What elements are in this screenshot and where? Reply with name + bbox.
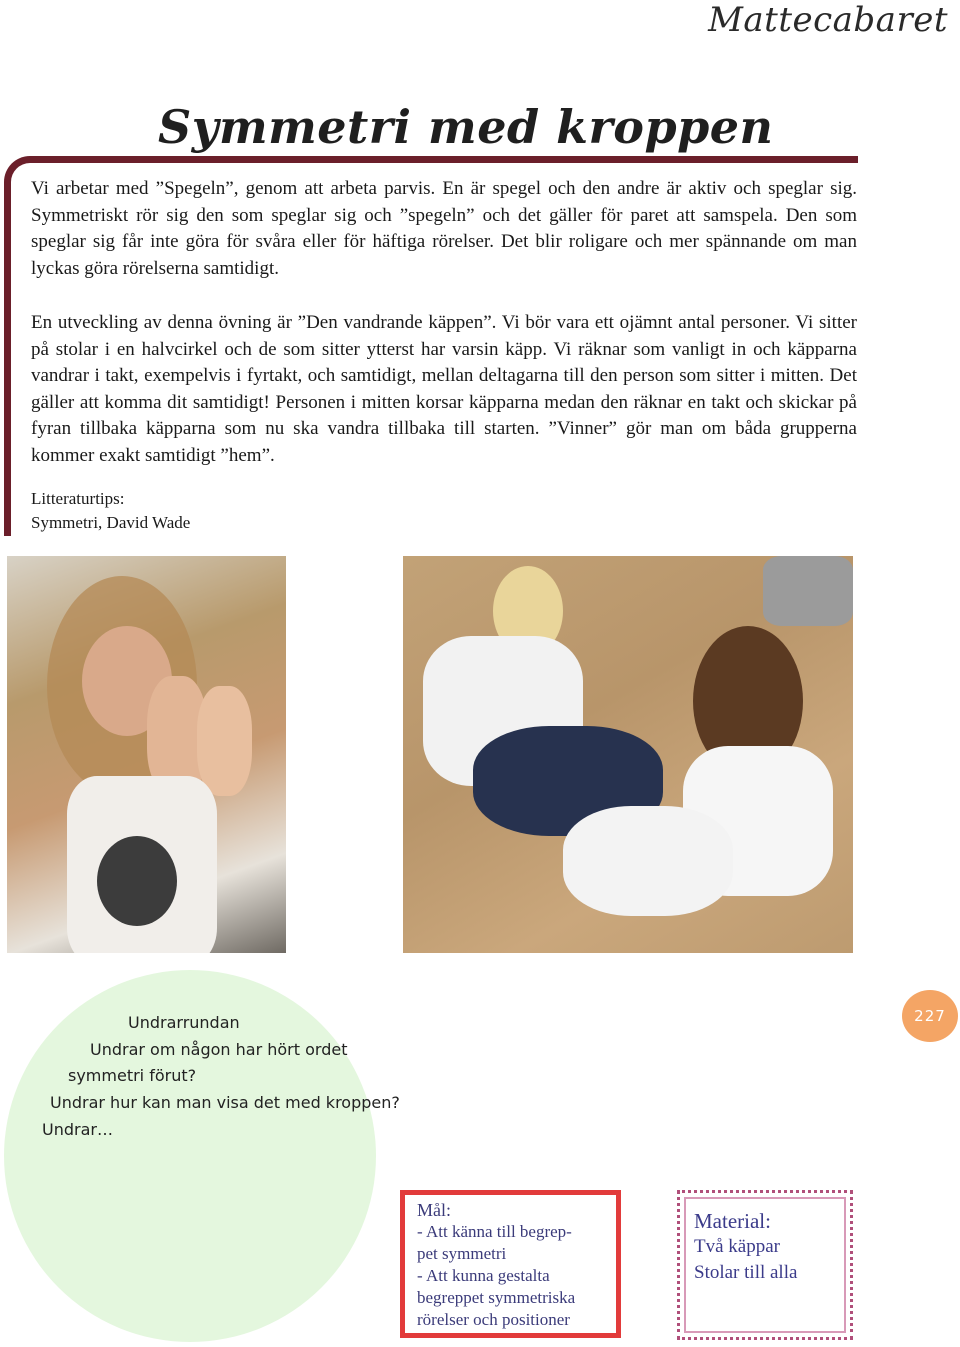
goal-item: rörelser och positioner bbox=[417, 1310, 570, 1329]
wonder-line: Undrar… bbox=[42, 1120, 113, 1139]
material-item: Stolar till alla bbox=[694, 1262, 798, 1283]
literature-item: Symmetri, David Wade bbox=[31, 513, 191, 532]
goals-title: Mål: bbox=[417, 1200, 451, 1220]
wonder-line: Undrar om någon har hört ordet bbox=[90, 1040, 348, 1059]
wonder-heading: Undrarrundan bbox=[128, 1013, 240, 1032]
page-title: Symmetri med kroppen bbox=[158, 100, 774, 154]
goal-item: - Att kunna gestalta bbox=[417, 1266, 550, 1285]
goal-item: - Att känna till begrep- bbox=[417, 1222, 572, 1241]
wonder-line: symmetri förut? bbox=[68, 1066, 197, 1085]
goal-item: pet symmetri bbox=[417, 1244, 507, 1263]
brand-title: Mattecabaret bbox=[708, 0, 948, 40]
goals-box bbox=[400, 1190, 621, 1338]
goal-item: begreppet symmetriska bbox=[417, 1288, 576, 1307]
paragraph-vandrande-kappen: En utveckling av denna övning är ”Den vandrande käppen”. Vi bör vara ett ojämnt antal personer. Vi sitter på stolar i en halvcirkel och de som sitter ytterst har varsin käpp. Vi räknar som vanligt in och käpparna vandrar i takt, exempelvis i fyrtakt, och samtidigt, mellan deltagarna till den person som sitter i mitten. Det gäller att komma dit samtidigt! Personen i mitten korsar käpparna medan den räknar en takt och skickar på fyran tillbaka käpparna som nu ska vandra tillbaka till starten. ”Vinner” gör man om båda grupperna kommer exakt samtidigt ”hem”. bbox=[31, 312, 857, 466]
section-bracket-cap bbox=[850, 156, 858, 163]
photo-mirror-exercise bbox=[7, 556, 286, 953]
page-number-badge: 227 bbox=[902, 990, 958, 1042]
paragraph-spegeln: Vi arbetar med ”Spegeln”, genom att arbeta parvis. En är spegel och den andre är aktiv och speglar sig. Symmetriskt rör sig den som speglar sig och ”spegeln” och det gäller för paret att samspela. Den som speglar sig får inte göra för svåra eller för häftiga rörelser. Det blir roligare och mer spännande om man lyckas göra rörelserna samtidigt. bbox=[31, 178, 857, 279]
literature-label: Litteraturtips: bbox=[31, 489, 125, 508]
wonder-line: Undrar hur kan man visa det med kroppen? bbox=[50, 1093, 400, 1112]
materials-title: Material: bbox=[694, 1209, 771, 1233]
materials-box bbox=[677, 1190, 853, 1340]
literature-tips bbox=[31, 487, 190, 535]
photo-sitting-exercise bbox=[403, 556, 853, 953]
material-item: Två käppar bbox=[694, 1236, 780, 1257]
